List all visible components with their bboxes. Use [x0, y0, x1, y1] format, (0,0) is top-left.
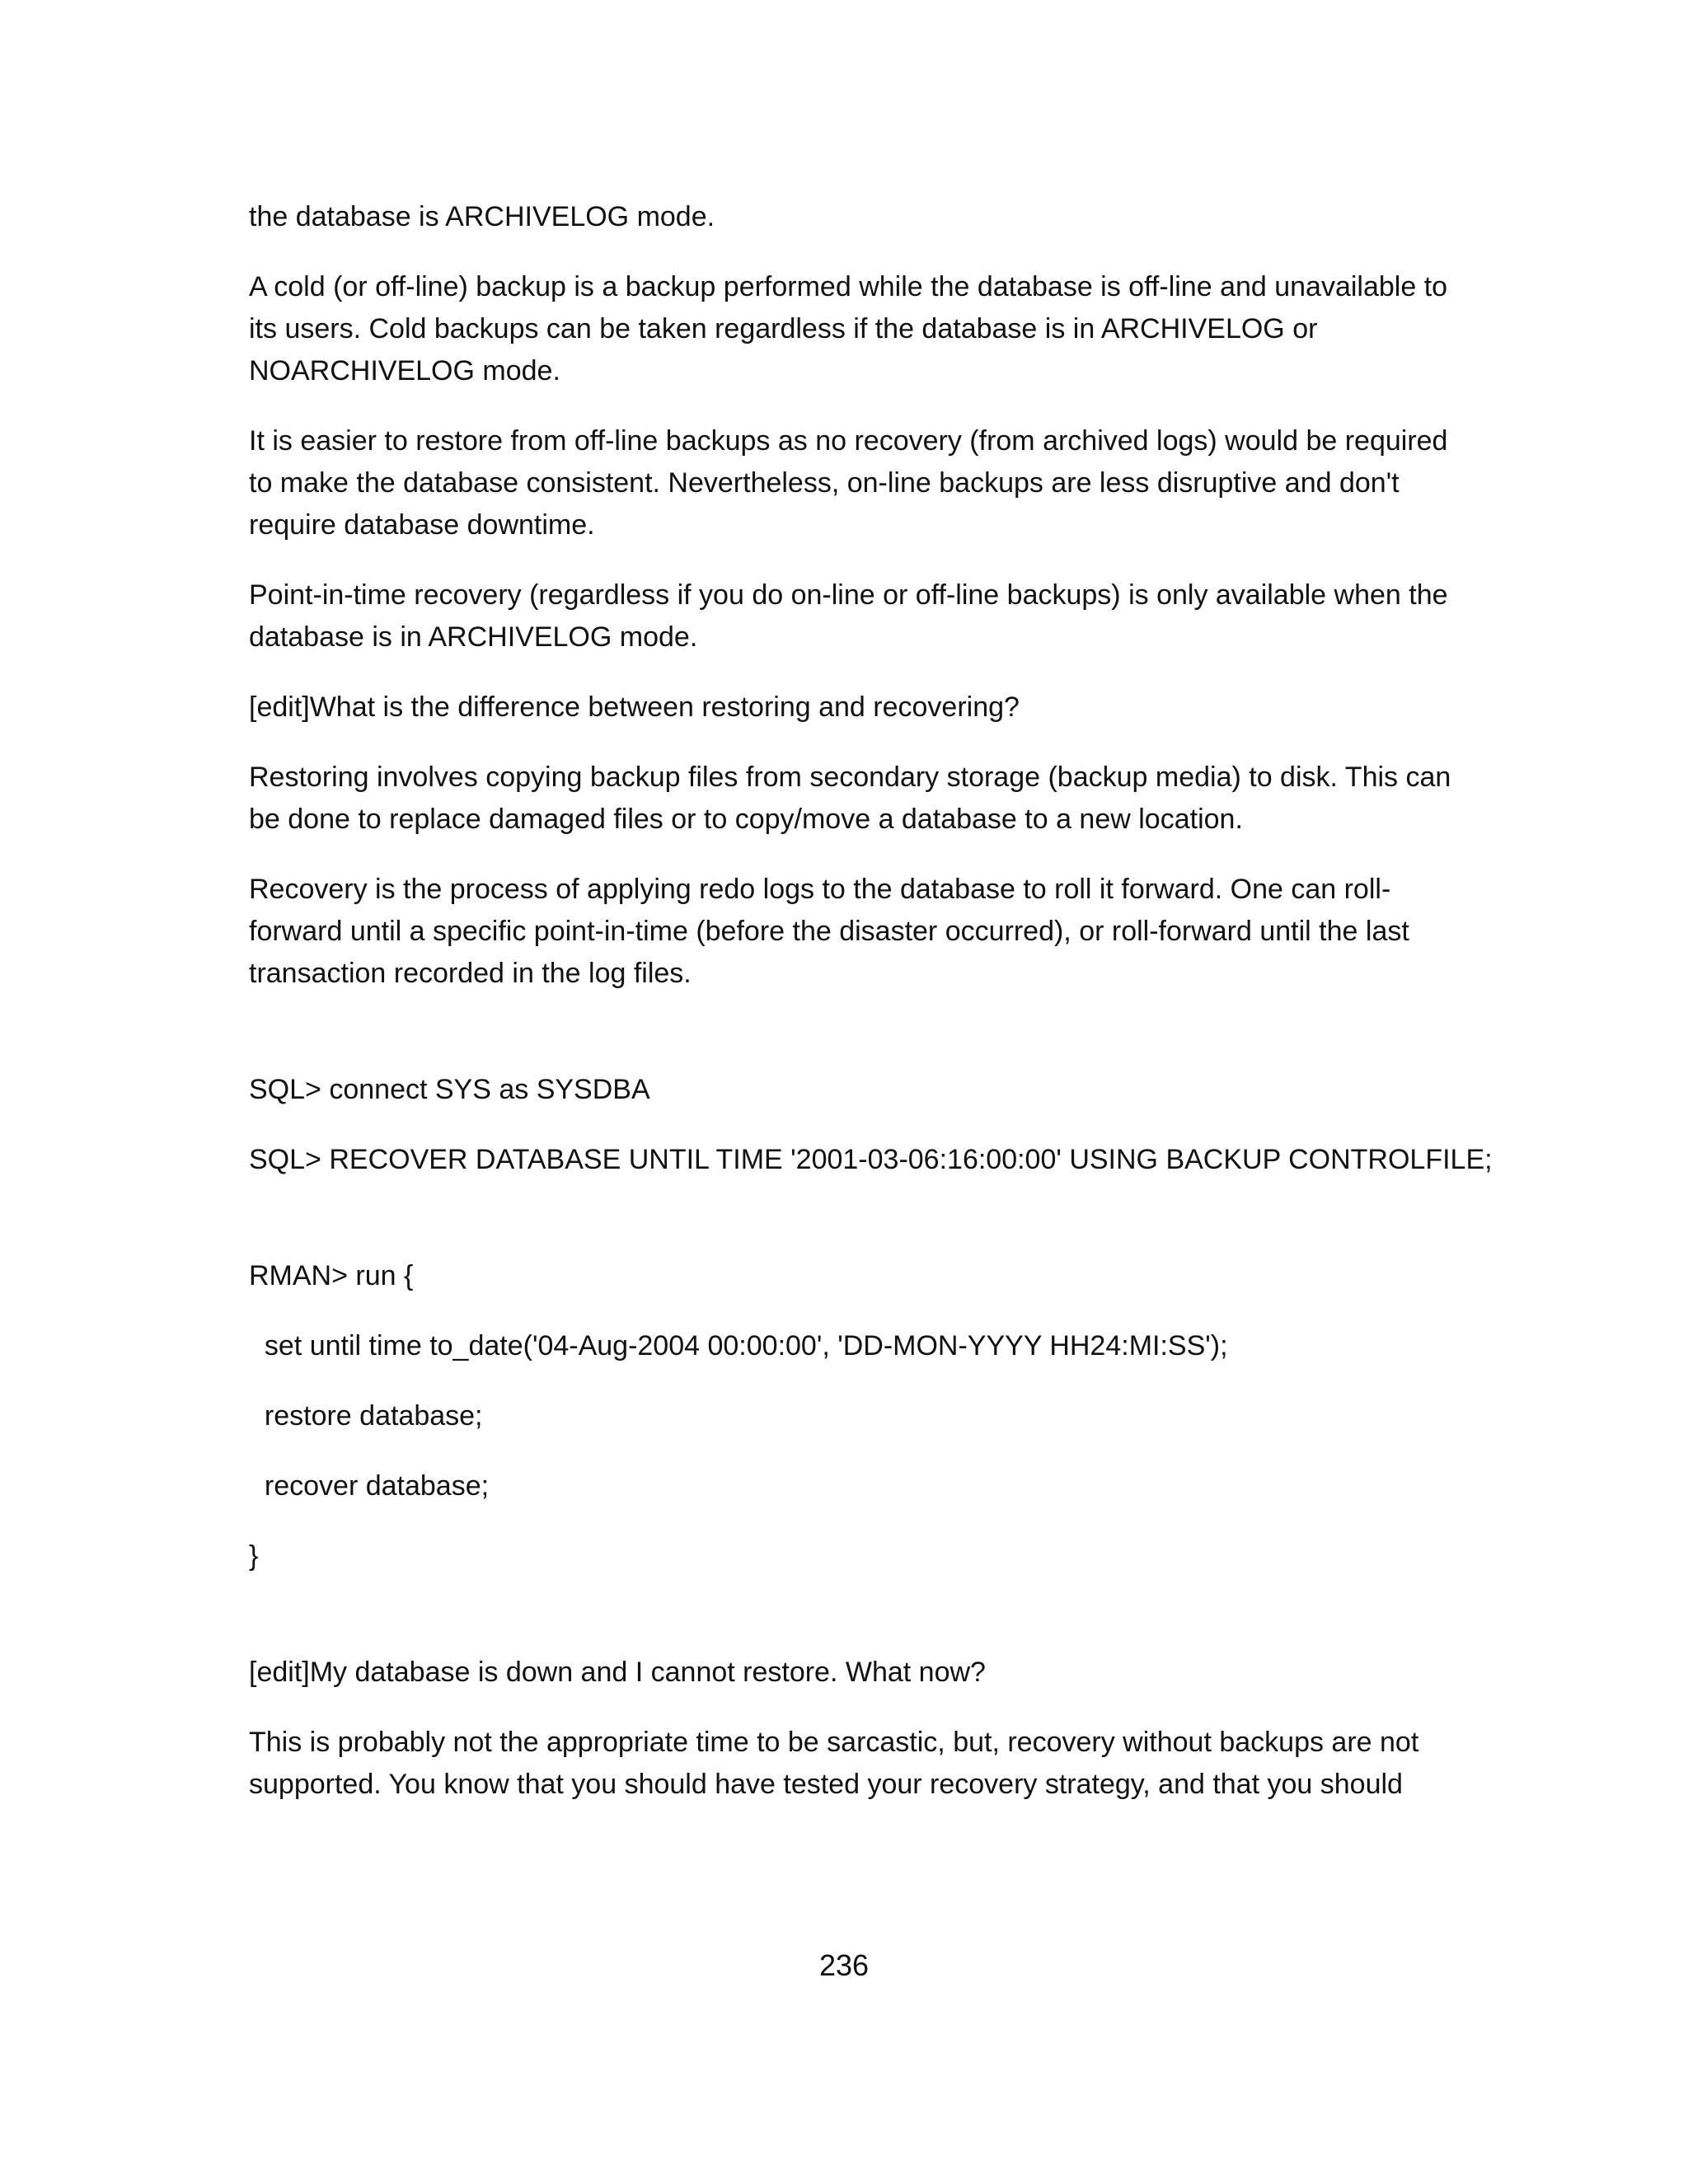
- heading-database-down: [edit]My database is down and I cannot restore. What now?: [249, 1657, 986, 1688]
- rman-line-run: RMAN> run {: [249, 1260, 414, 1291]
- sql-line-recover: SQL> RECOVER DATABASE UNTIL TIME '2001-03-06:16:00:00' USING BACKUP CONTROLFILE;: [249, 1144, 1493, 1175]
- paragraph-offline-restore: It is easier to restore from off-line backups as no recovery (from archived logs) would be required to make the database consistent. Nevertheless, on-line backups are less disruptive and don't require database downtime.: [249, 425, 1448, 541]
- paragraph-archivelog-mode: the database is ARCHIVELOG mode.: [249, 201, 715, 232]
- rman-line-set-until: set until time to_date('04-Aug-2004 00:00:00', 'DD-MON-YYYY HH24:MI:SS');: [249, 1330, 1228, 1361]
- heading-restore-vs-recover: [edit]What is the difference between restoring and recovering?: [249, 691, 1020, 723]
- paragraph-no-backups: This is probably not the appropriate time to be sarcastic, but, recovery without backups are not supported. You know that you should have tested your recovery strategy, and that you should: [249, 1727, 1419, 1800]
- sql-line-connect: SQL> connect SYS as SYSDBA: [249, 1074, 650, 1105]
- spacer: [249, 1209, 1452, 1255]
- page-number: 236: [818, 1948, 870, 1982]
- paragraph-restoring: Restoring involves copying backup files from secondary storage (backup media) to disk. This can be done to replace damaged files or to copy/move a database to a new location.: [249, 762, 1451, 835]
- spacer: [249, 1605, 1452, 1652]
- rman-line-close-brace: }: [249, 1540, 259, 1572]
- rman-line-restore: restore database;: [249, 1400, 483, 1432]
- paragraph-point-in-time: Point-in-time recovery (regardless if you do on-line or off-line backups) is only available when the database is in ARCHIVELOG mode.: [249, 579, 1448, 653]
- spacer: [249, 1023, 1452, 1069]
- paragraph-cold-backup: A cold (or off-line) backup is a backup performed while the database is off-line and unavailable to its users. Cold backups can be taken regardless if the database is in ARCHIVELOG or NOARCHIVELOG mode.: [249, 271, 1448, 387]
- rman-line-recover: recover database;: [249, 1470, 490, 1502]
- document-body: [249, 196, 1493, 1834]
- paragraph-recovery: Recovery is the process of applying redo logs to the database to roll it forward. One can roll-forward until a specific point-in-time (before the disaster occurred), or roll-forward until the last transaction recorded in the log files.: [249, 874, 1409, 989]
